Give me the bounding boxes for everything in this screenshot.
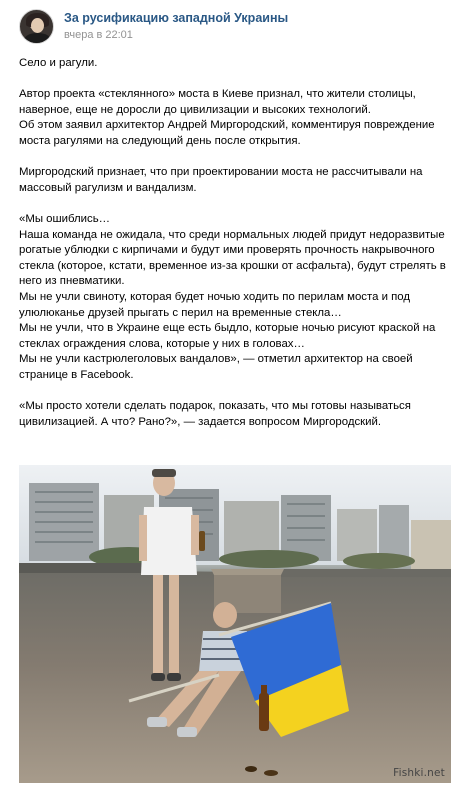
group-avatar[interactable] <box>19 9 54 44</box>
post-header <box>19 8 288 44</box>
post-text <box>19 56 459 430</box>
post-paragraph: «Мы просто хотели сделать подарок, показать, что мы готовы называться цивилизацией. А что? Рано?», — задается вопросом Миргородский. <box>19 400 411 428</box>
post-photo[interactable] <box>19 465 451 783</box>
post-paragraph: Автор проекта «стеклянного» моста в Киеве признал, что жители столицы, наверное, еще не доросли до цивилизации и высоких технологий. Об этом заявил архитектор Андрей Миргородский, комментируя повреждение моста рагулями на следующий день после открытия. <box>19 88 435 147</box>
watermark-text: Fishki.net <box>393 767 445 779</box>
post-time[interactable]: вчера в 22:01 <box>64 28 133 41</box>
group-name-link[interactable]: За русификацию западной Украины <box>64 10 289 25</box>
post-meta <box>64 10 288 43</box>
post-paragraph: Миргородский признает, что при проектировании моста не рассчитывали на массовый рагулизм и вандализм. <box>19 166 423 194</box>
post-paragraph: Село и рагули. <box>19 57 98 69</box>
photo-illustration <box>19 465 451 783</box>
post-paragraph: «Мы ошиблись… Наша команда не ожидала, что среди нормальных людей придут недоразвитые рогатые ублюдки с кирпичами и будут ими проверять прочность накрывочного стекла (которое, кстати, временное из-за крошки от асфальта), будут стрелять в него из пневматики. Мы не учли свиноту, которая будет ночью ходить по перилам моста и под улюлюканье друзей прыгать с перил на временные стекла… Мы не учли, что в Украине еще есть быдло, которые ночью рисуют краской на стеклах ограждения слова, которые у них в головах… Мы не учли кастрюлеголовых вандалов», — отметил архитектор на своей странице в Facebook. <box>19 212 446 381</box>
